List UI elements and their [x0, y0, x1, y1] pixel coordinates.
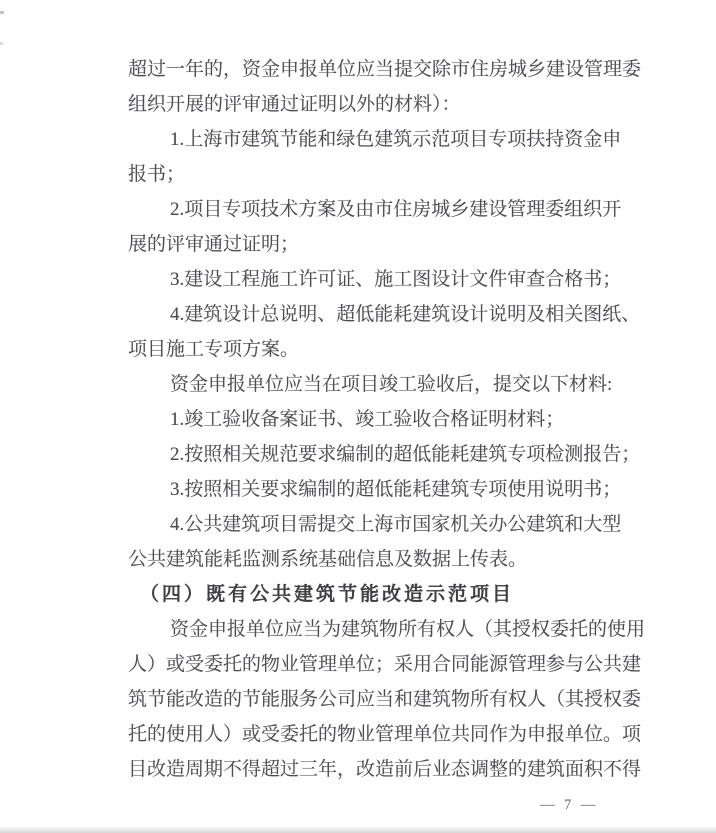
text-line: 4.公共建筑项目需提交上海市国家机关办公建筑和大型 — [170, 514, 622, 535]
text-line: 组织开展的评审通过证明以外的材料）： — [128, 94, 461, 115]
text-line: 展的评审通过证明； — [128, 234, 300, 255]
scan-edge-shadow — [0, 826, 716, 833]
scan-artifact-speck — [0, 42, 3, 45]
text-line: 4.建筑设计总说明、超低能耗建筑设计说明及相关图纸、 — [170, 304, 641, 325]
document-body — [128, 52, 646, 787]
text-line: 2.项目专项技术方案及由市住房城乡建设管理委组织开 — [170, 199, 622, 220]
text-line: 人）或受委托的物业管理单位；采用合同能源管理参与公共建 — [128, 654, 642, 675]
text-line: 1.上海市建筑节能和绿色建筑示范项目专项扶持资金申 — [170, 129, 622, 150]
text-line: 超过一年的，资金申报单位应当提交除市住房城乡建设管理委 — [128, 59, 642, 80]
page-number: — 7 — — [540, 797, 599, 813]
text-line: 公共建筑能耗监测系统基础信息及数据上传表。 — [128, 549, 528, 570]
text-line: 项目施工专项方案。 — [128, 339, 300, 360]
text-line: 托的使用人）或受委托的物业管理单位共同作为申报单位。项 — [128, 724, 642, 745]
text-line: 目改造周期不得超过三年，改造前后业态调整的建筑面积不得 — [128, 759, 642, 780]
section-heading: （四）既有公共建筑节能改造示范项目 — [140, 584, 515, 605]
text-line: 报书； — [128, 164, 186, 185]
text-line: 2.按照相关规范要求编制的超低能耗建筑专项检测报告； — [170, 444, 641, 465]
text-line: 筑节能改造的节能服务公司应当和建筑物所有权人（其授权委 — [128, 689, 642, 710]
text-line: 3.按照相关要求编制的超低能耗建筑专项使用说明书； — [170, 479, 622, 500]
text-line: 资金申报单位应当为建筑物所有权人（其授权委托的使用 — [170, 619, 646, 640]
scan-artifact-speck — [0, 11, 4, 14]
text-line: 1.竣工验收备案证书、竣工验收合格证明材料； — [170, 409, 565, 430]
text-line: 资金申报单位应当在项目竣工验收后，提交以下材料: — [170, 374, 613, 395]
text-line: 3.建设工程施工许可证、施工图设计文件审查合格书； — [170, 269, 622, 290]
